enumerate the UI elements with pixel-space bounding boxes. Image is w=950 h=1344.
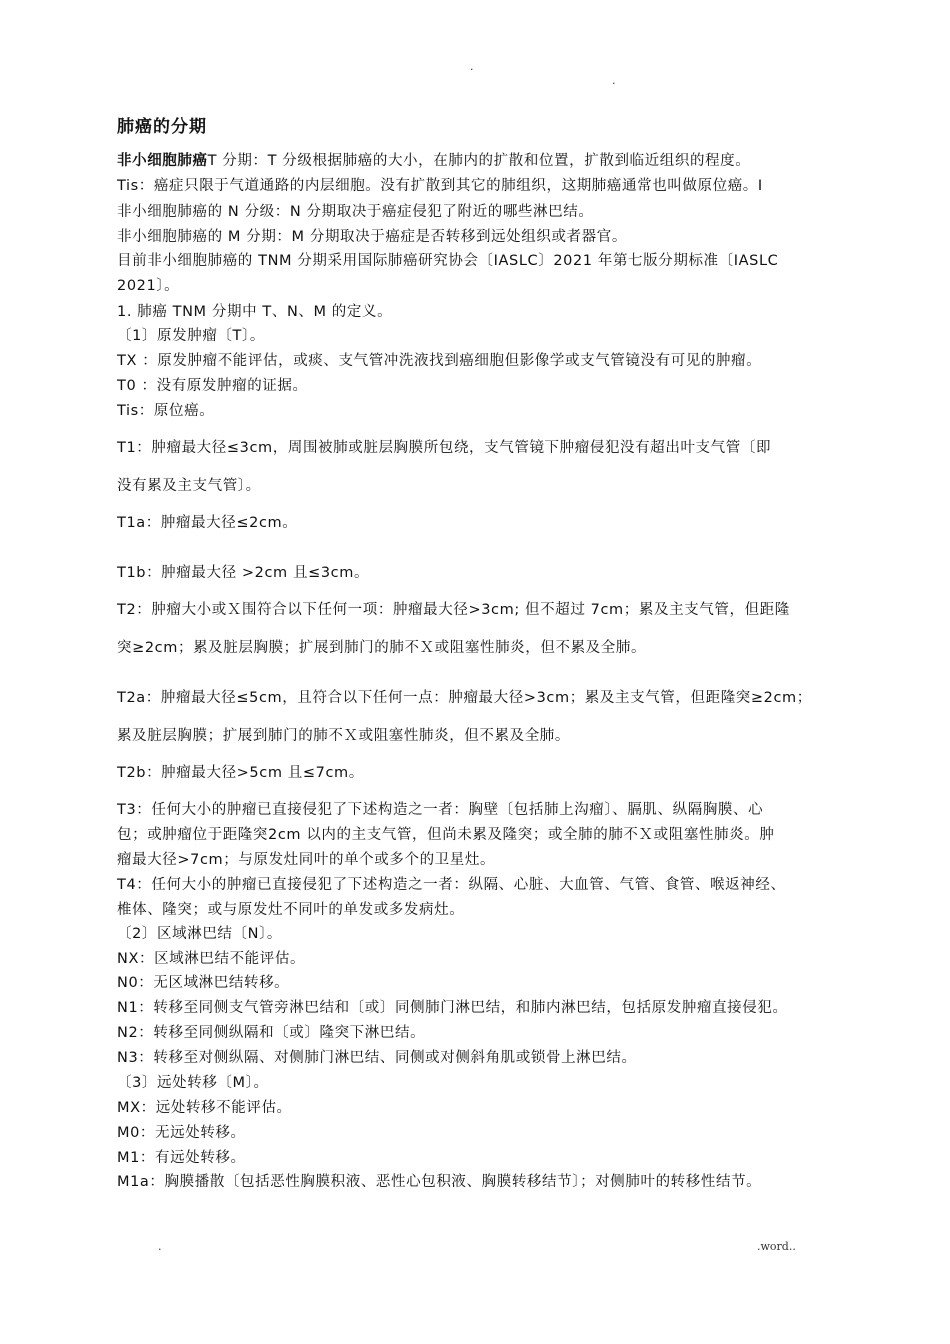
text-line-t1: T1：肿瘤最大径≤3cm，周围被肺或脏层胸膜所包绕，支气管镜下肿瘤侵犯没有超出叶支气管〔即 [117,440,772,456]
subsection-heading-m: 〔3〕远处转移〔M〕。 [117,1075,269,1091]
subsection-heading-t: 〔1〕原发肿瘤〔T〕。 [117,328,265,344]
footer-word-mark: .word.. [757,1240,796,1253]
text-line-tx: TX ：原发肿瘤不能评估，或痰、支气管冲洗液找到癌细胞但影像学或支气管镜没有可见的肿瘤。 [117,353,762,369]
text-line-nx: NX：区域淋巴结不能评估。 [117,951,306,967]
text-line-mx: MX：远处转移不能评估。 [117,1100,292,1116]
text-line-t3-cont1: 包；或肿瘤位于距隆突2cm 以内的主支气管，但尚未累及隆突；或全肺的肺不Ｘ或阻塞性肺炎。肿 [117,827,775,843]
text-line-t2a: T2a：肿瘤最大径≤5cm，且符合以下任何一点：肿瘤最大径>3cm；累及主支气管，但距隆突≥2cm； [117,690,812,706]
text-line-t1b: T1b：肿瘤最大径 >2cm 且≤3cm。 [117,565,370,581]
intro-line [117,151,750,171]
header-dot-left: . [470,60,474,73]
text-line-t2b: T2b：肿瘤最大径>5cm 且≤7cm。 [117,765,364,781]
text-line-t2: T2：肿瘤大小或Ｘ围符合以下任何一项：肿瘤最大径>3cm; 但不超过 7cm；累及主支气管，但距隆 [117,602,790,618]
page-title: 肺癌的分期 [117,117,207,137]
text-line-standard: 目前非小细胞肺癌的 TNM 分期采用国际肺癌研究协会〔IASLC〕2021 年第七版分期标准〔IASLC [117,253,779,269]
text-line-standard-cont: 2021〕。 [117,278,180,294]
section-heading-definitions: 1. 肺癌 TNM 分期中 T、N、M 的定义。 [117,304,393,320]
text-line-n1: N1：转移至同侧支气管旁淋巴结和〔或〕同侧肺门淋巴结，和肺内淋巴结，包括原发肿瘤直接侵犯。 [117,1000,788,1016]
text-line-m0: M0：无远处转移。 [117,1125,246,1141]
text-line-n3: N3：转移至对侧纵隔、对侧肺门淋巴结、同侧或对侧斜角肌或锁骨上淋巴结。 [117,1050,637,1066]
text-line-m1a: M1a：胸膜播散〔包括恶性胸膜积液、恶性心包积液、胸膜转移结节〕；对侧肺叶的转移性结节。 [117,1174,762,1190]
text-line-m1: M1：有远处转移。 [117,1150,246,1166]
text-line-m-intro: 非小细胞肺癌的 M 分期：M 分期取决于癌症是否转移到远处组织或者器官。 [117,229,627,245]
text-line-t1a: T1a：肿瘤最大径≤2cm。 [117,515,298,531]
text-line-t2-cont: 突≥2cm；累及脏层胸膜；扩展到肺门的肺不Ｘ或阻塞性肺炎，但不累及全肺。 [117,640,647,656]
text-line-t4: T4：任何大小的肿瘤已直接侵犯了下述构造之一者：纵隔、心脏、大血管、气管、食管、喉返神经、 [117,877,786,893]
text-line-tis-intro: Tis：癌症只限于气道通路的内层细胞。没有扩散到其它的肺组织，这期肺癌通常也叫做原位癌。I [117,178,763,194]
text-line-t0: T0 ：没有原发肿瘤的证据。 [117,378,308,394]
intro-text: T 分期：T 分级根据肺癌的大小，在肺内的扩散和位置，扩散到临近组织的程度。 [207,153,751,169]
subsection-heading-n: 〔2〕区域淋巴结〔N〕。 [117,926,283,942]
text-line-n0: N0：无区域淋巴结转移。 [117,975,290,991]
text-line-n2: N2：转移至同侧纵隔和〔或〕隆突下淋巴结。 [117,1025,426,1041]
text-line-t3-cont2: 瘤最大径>7cm；与原发灶同叶的单个或多个的卫星灶。 [117,852,496,868]
text-line-t1-cont: 没有累及主支气管〕。 [117,478,261,494]
intro-bold: 非小细胞肺癌 [117,153,208,169]
footer-dot: . [158,1240,162,1253]
text-line-t3: T3：任何大小的肿瘤已直接侵犯了下述构造之一者：胸壁〔包括肺上沟瘤〕、膈肌、纵隔胸膜、心 [117,802,764,818]
text-line-tis: Tis：原位癌。 [117,403,215,419]
text-line-t2a-cont: 累及脏层胸膜；扩展到肺门的肺不Ｘ或阻塞性肺炎，但不累及全肺。 [117,728,570,744]
text-line-n-intro: 非小细胞肺癌的 N 分级：N 分期取决于癌症侵犯了附近的哪些淋巴结。 [117,204,594,220]
header-dot-right: . [612,74,616,87]
text-line-t4-cont: 椎体、隆突；或与原发灶不同叶的单发或多发病灶。 [117,902,465,918]
